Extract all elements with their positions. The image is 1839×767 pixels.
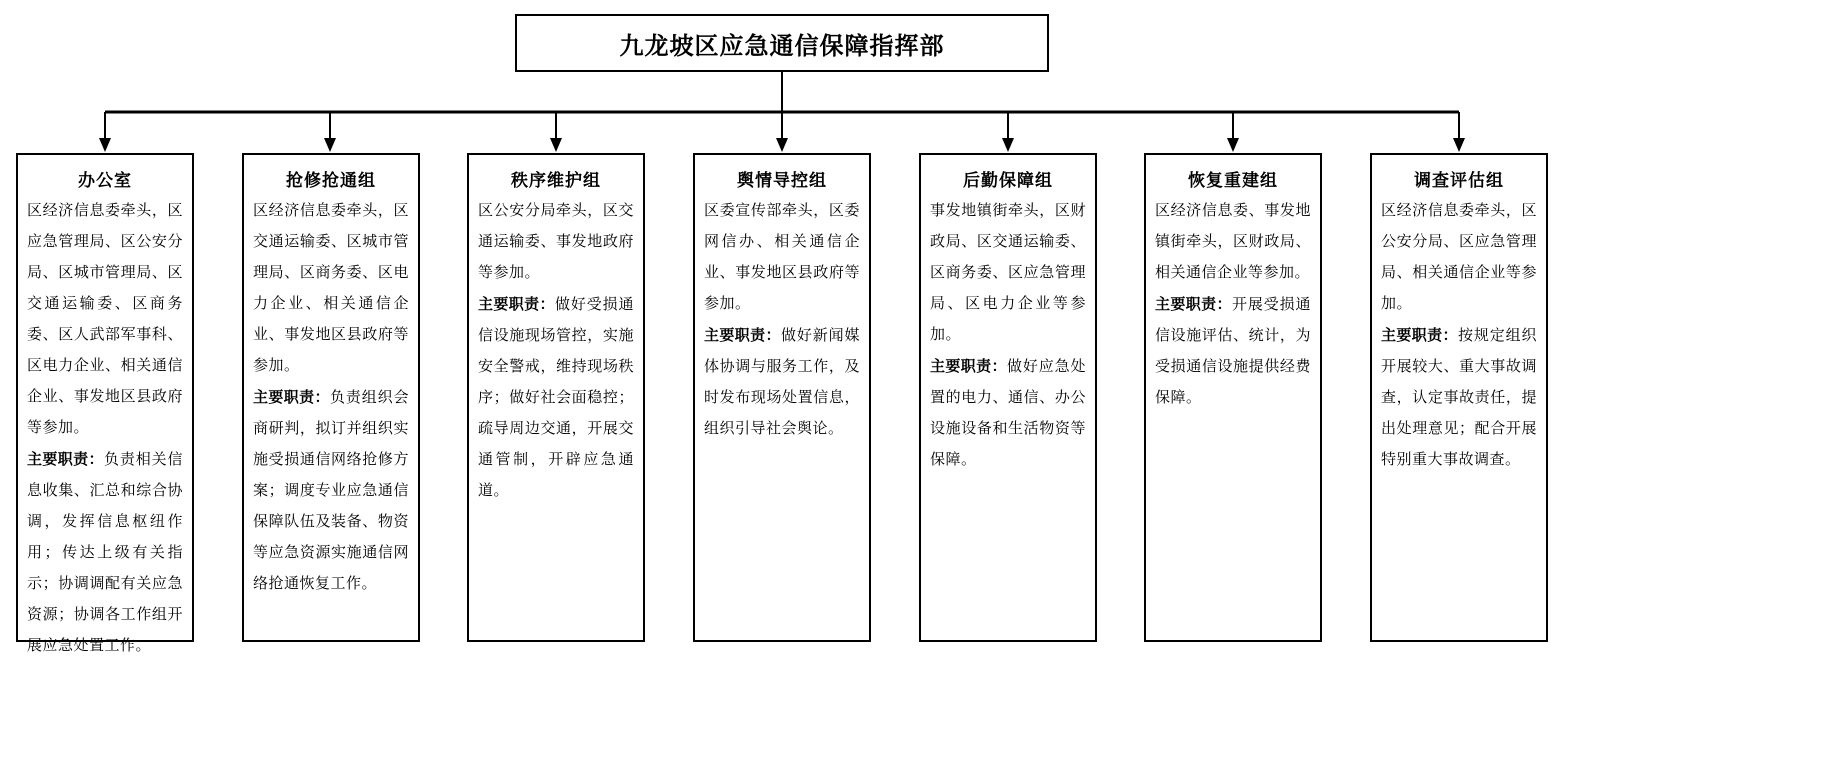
duties-label: 主要职责：: [1381, 327, 1458, 344]
group-body: [921, 196, 1095, 484]
group-body: [469, 196, 643, 515]
group-duties: [1155, 289, 1311, 414]
group-box-recovery: [1144, 153, 1322, 642]
group-box-repair: [242, 153, 420, 642]
group-members: 事发地镇街牵头，区财政局、区交通运输委、区商务委、区应急管理局、区电力企业等参加。: [930, 203, 1086, 343]
command-title: 九龙坡区应急通信保障指挥部: [619, 32, 945, 60]
group-members: 区经济信息委牵头，区交通运输委、区城市管理局、区商务委、区电力企业、相关通信企业、事发地区县政府等参加。: [253, 203, 409, 374]
group-title: 抢修抢通组: [286, 171, 376, 190]
group-duties: [27, 444, 183, 662]
duties-label: 主要职责：: [27, 451, 104, 468]
duties-text: 负责组织会商研判，拟订并组织实施受损通信网络抢修方案；调度专业应急通信保障队伍及装备、物资等应急资源实施通信网络抢通恢复工作。: [253, 390, 409, 592]
group-title: 后勤保障组: [963, 171, 1053, 190]
duties-text: 做好应急处置的电力、通信、办公设施设备和生活物资等保障。: [930, 359, 1086, 468]
group-box-office: [16, 153, 194, 654]
group-body: [1146, 196, 1320, 422]
group-title: 调查评估组: [1414, 171, 1504, 190]
group-members: 区经济信息委牵头，区公安分局、区应急管理局、相关通信企业等参加。: [1381, 203, 1537, 312]
group-box-investigation: [1370, 153, 1548, 642]
group-duties: [253, 382, 409, 600]
group-members: 区经济信息委牵头，区应急管理局、区公安分局、区城市管理局、区交通运输委、区商务委、区人武部军事科、区电力企业、相关通信企业、事发地区县政府等参加。: [27, 203, 183, 436]
group-duties: [930, 351, 1086, 476]
duties-label: 主要职责：: [704, 327, 781, 344]
group-box-logistics: [919, 153, 1097, 642]
group-duties: [1381, 320, 1537, 476]
group-members: 区公安分局牵头，区交通运输委、事发地政府等参加。: [478, 203, 634, 281]
duties-text: 做好受损通信设施现场管控，实施安全警戒，维持现场秩序；做好社会面稳控；疏导周边交通，开展交通管制，开辟应急通道。: [478, 297, 634, 499]
duties-label: 主要职责：: [1155, 296, 1232, 313]
group-box-order: [467, 153, 645, 642]
duties-text: 负责相关信息收集、汇总和综合协调，发挥信息枢纽作用；传达上级有关指示；协调调配有关应急资源；协调各工作组开展应急处置工作。: [27, 452, 183, 654]
group-duties: [478, 289, 634, 507]
group-box-publicity: [693, 153, 871, 642]
duties-label: 主要职责：: [478, 296, 555, 313]
group-body: [695, 196, 869, 453]
duties-text: 做好新闻媒体协调与服务工作，及时发布现场处置信息，组织引导社会舆论。: [704, 328, 860, 437]
group-members: 区经济信息委、事发地镇街牵头，区财政局、相关通信企业等参加。: [1155, 203, 1311, 281]
command-title-box: [515, 14, 1049, 72]
duties-text: 开展受损通信设施评估、统计，为受损通信设施提供经费保障。: [1155, 297, 1311, 406]
group-body: [1372, 196, 1546, 484]
duties-label: 主要职责：: [930, 358, 1007, 375]
group-title: 办公室: [78, 171, 132, 190]
group-members: 区委宣传部牵头，区委网信办、相关通信企业、事发地区县政府等参加。: [704, 203, 860, 312]
group-title: 秩序维护组: [511, 171, 601, 190]
group-body: [244, 196, 418, 608]
group-title: 恢复重建组: [1188, 171, 1278, 190]
group-body: [18, 196, 192, 670]
duties-label: 主要职责：: [253, 389, 330, 406]
group-duties: [704, 320, 860, 445]
duties-text: 按规定组织开展较大、重大事故调查，认定事故责任，提出处理意见；配合开展特别重大事故调查。: [1381, 328, 1537, 468]
group-title: 舆情导控组: [737, 171, 827, 190]
